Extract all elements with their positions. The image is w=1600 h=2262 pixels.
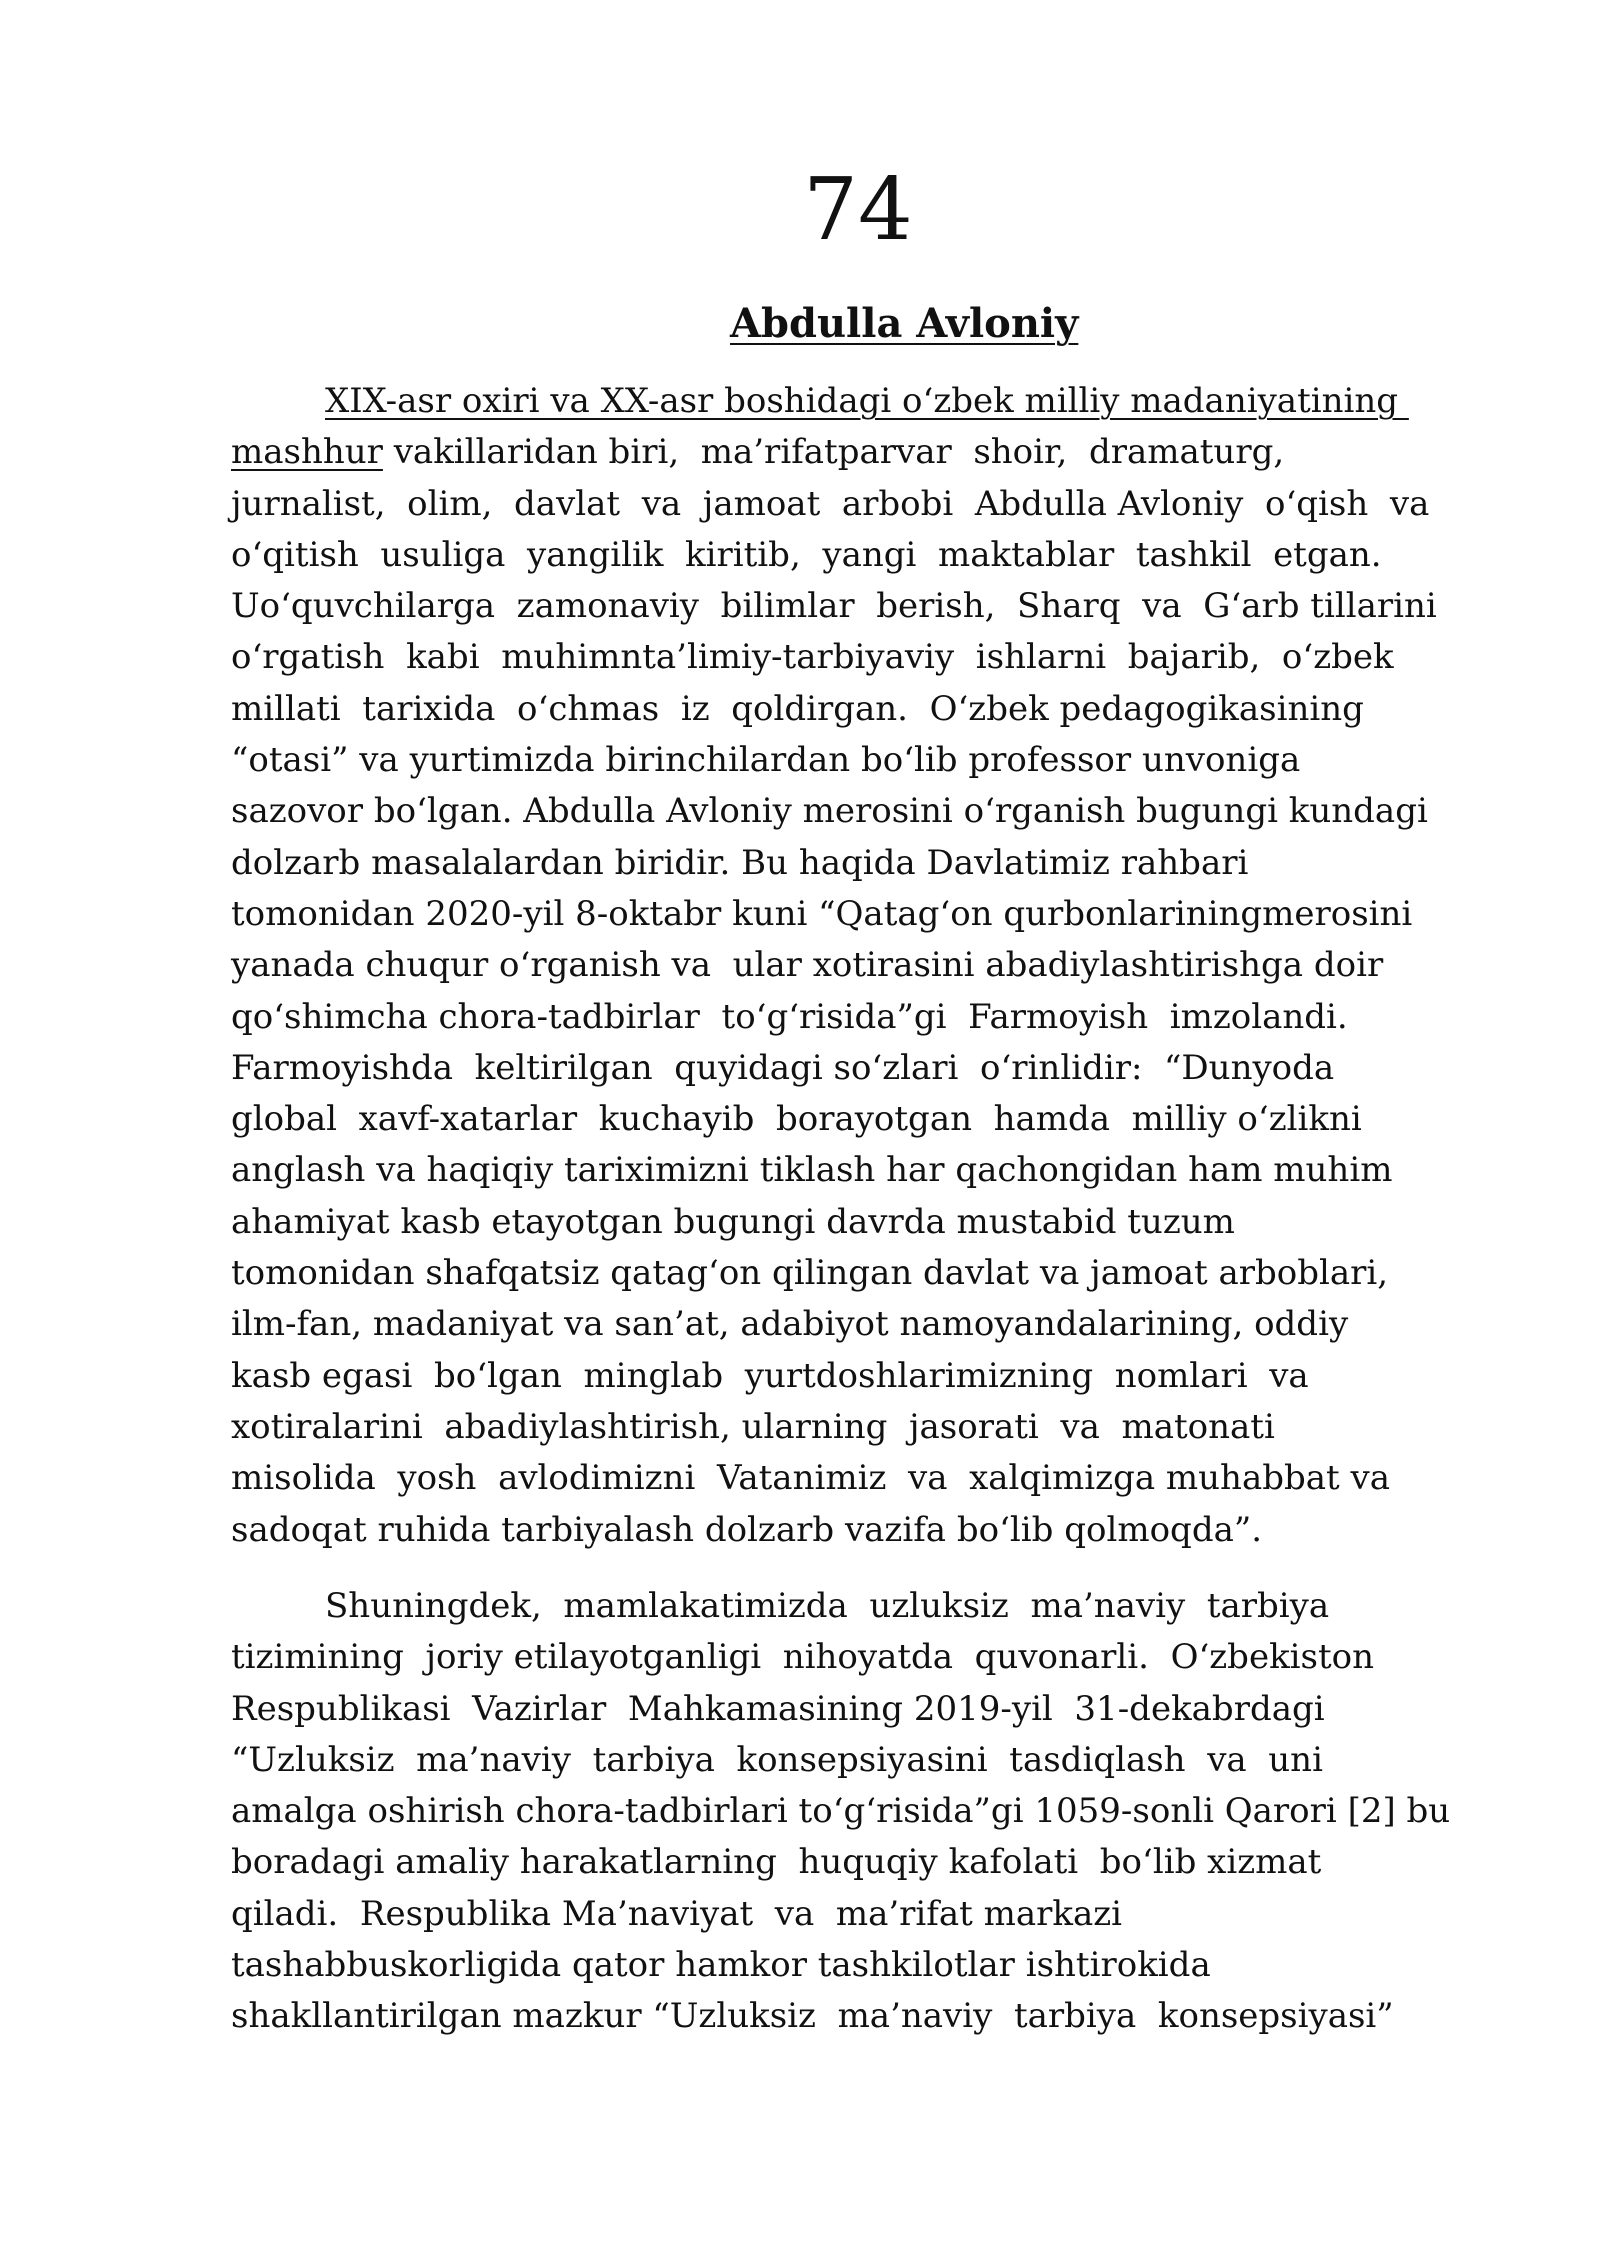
text-line: tizimining joriy etilayotganligi nihoyatda quvonarli. O‘zbekiston	[231, 1637, 1375, 1678]
text-line	[231, 427, 1491, 478]
text-line: “Uzluksiz ma’naviy tarbiya konsepsiyasini tasdiqlash va uni	[231, 1739, 1323, 1780]
text-line	[231, 376, 1491, 427]
paragraph-1	[231, 376, 1491, 1556]
text-line: anglash va haqiqiy tariximizni tiklash har qachongidan ham muhim	[231, 1150, 1393, 1191]
text-line: qiladi. Respublika Ma’naviyat va ma’rifat markazi	[231, 1893, 1123, 1934]
text-line: misolida yosh avlodimizni Vatanimiz va xalqimizga muhabbat va	[231, 1458, 1390, 1499]
text-line: Farmoyishda keltirilgan quyidagi so‘zlari o‘rinlidir: “Dunyoda	[231, 1047, 1335, 1088]
page-number: 74	[803, 160, 913, 260]
text-line: Uo‘quvchilarga zamonaviy bilimlar berish, Sharq va G‘arb tillarini	[231, 586, 1437, 627]
text-line: amalga oshirish chora-tadbirlari to‘g‘risida”gi 1059-sonli Qarori [2] bu	[231, 1791, 1451, 1832]
text-line: o‘qitish usuliga yangilik kiritib, yangi maktablar tashkil etgan.	[231, 534, 1382, 575]
text-line: Respublikasi Vazirlar Mahkamasining 2019-yil 31-dekabrdagi	[231, 1688, 1325, 1729]
text-line: dolzarb masalalardan biridir. Bu haqida Davlatimiz rahbari	[231, 842, 1249, 883]
text-line: millati tarixida o‘chmas iz qoldirgan. O‘zbek pedagogikasining	[231, 688, 1364, 729]
text-line: Shuningdek, mamlakatimizda uzluksiz ma’naviy tarbiya	[325, 1586, 1330, 1626]
article-title: Abdulla Avloniy	[730, 300, 1079, 347]
text-line: ahamiyat kasb etayotgan bugungi davrda mustabid tuzum	[231, 1201, 1235, 1242]
text-line: boradagi amaliy harakatlarning huquqiy kafolati bo‘lib xizmat	[231, 1842, 1322, 1883]
underlined-phrase: mashhur	[231, 432, 383, 473]
text-line: xotiralarini abadiylashtirish, ularning jasorati va matonati	[231, 1406, 1275, 1447]
text-line: global xavf-xatarlar kuchayib borayotgan hamda milliy o‘zlikni	[231, 1099, 1362, 1140]
text-line: o‘rgatish kabi muhimnta’limiy-tarbiyaviy ishlarni bajarib, o‘zbek	[231, 637, 1394, 678]
text-line: sadoqat ruhida tarbiyalash dolzarb vazifa bo‘lib qolmoqda”.	[231, 1509, 1263, 1550]
text-line: shakllantirilgan mazkur “Uzluksiz ma’naviy tarbiya konsepsiyasi”	[231, 1996, 1394, 2037]
text-line: qo‘shimcha chora-tadbirlar to‘g‘risida”gi Farmoyish imzolandi.	[231, 996, 1348, 1037]
text-line: jurnalist, olim, davlat va jamoat arbobi Abdulla Avloniy o‘qish va	[231, 483, 1430, 524]
text-line: tomonidan shafqatsiz qatag‘on qilingan davlat va jamoat arboblari,	[231, 1253, 1389, 1294]
paragraph-2	[231, 1581, 1491, 2043]
underlined-phrase: XIX-asr oxiri va XX-asr boshidagi o‘zbek milliy madaniyatining	[325, 381, 1409, 421]
text-fragment: vakillaridan biri, ma’rifatparvar shoir, dramaturg,	[382, 432, 1285, 473]
text-line: ilm-fan, madaniyat va san’at, adabiyot namoyandalarining, oddiy	[231, 1304, 1349, 1345]
text-line: sazovor bo‘lgan. Abdulla Avloniy merosini o‘rganish bugungi kundagi	[231, 791, 1428, 832]
text-line: tomonidan 2020-yil 8-oktabr kuni “Qatag‘on qurbonlariningmerosini	[231, 893, 1413, 934]
text-line: “otasi” va yurtimizda birinchilardan bo‘lib professor unvoniga	[231, 740, 1301, 781]
text-line: kasb egasi bo‘lgan minglab yurtdoshlarimizning nomlari va	[231, 1355, 1309, 1396]
text-line: yanada chuqur o‘rganish va ular xotirasini abadiylashtirishga doir	[231, 945, 1384, 986]
text-line: tashabbuskorligida qator hamkor tashkilotlar ishtirokida	[231, 1945, 1211, 1986]
